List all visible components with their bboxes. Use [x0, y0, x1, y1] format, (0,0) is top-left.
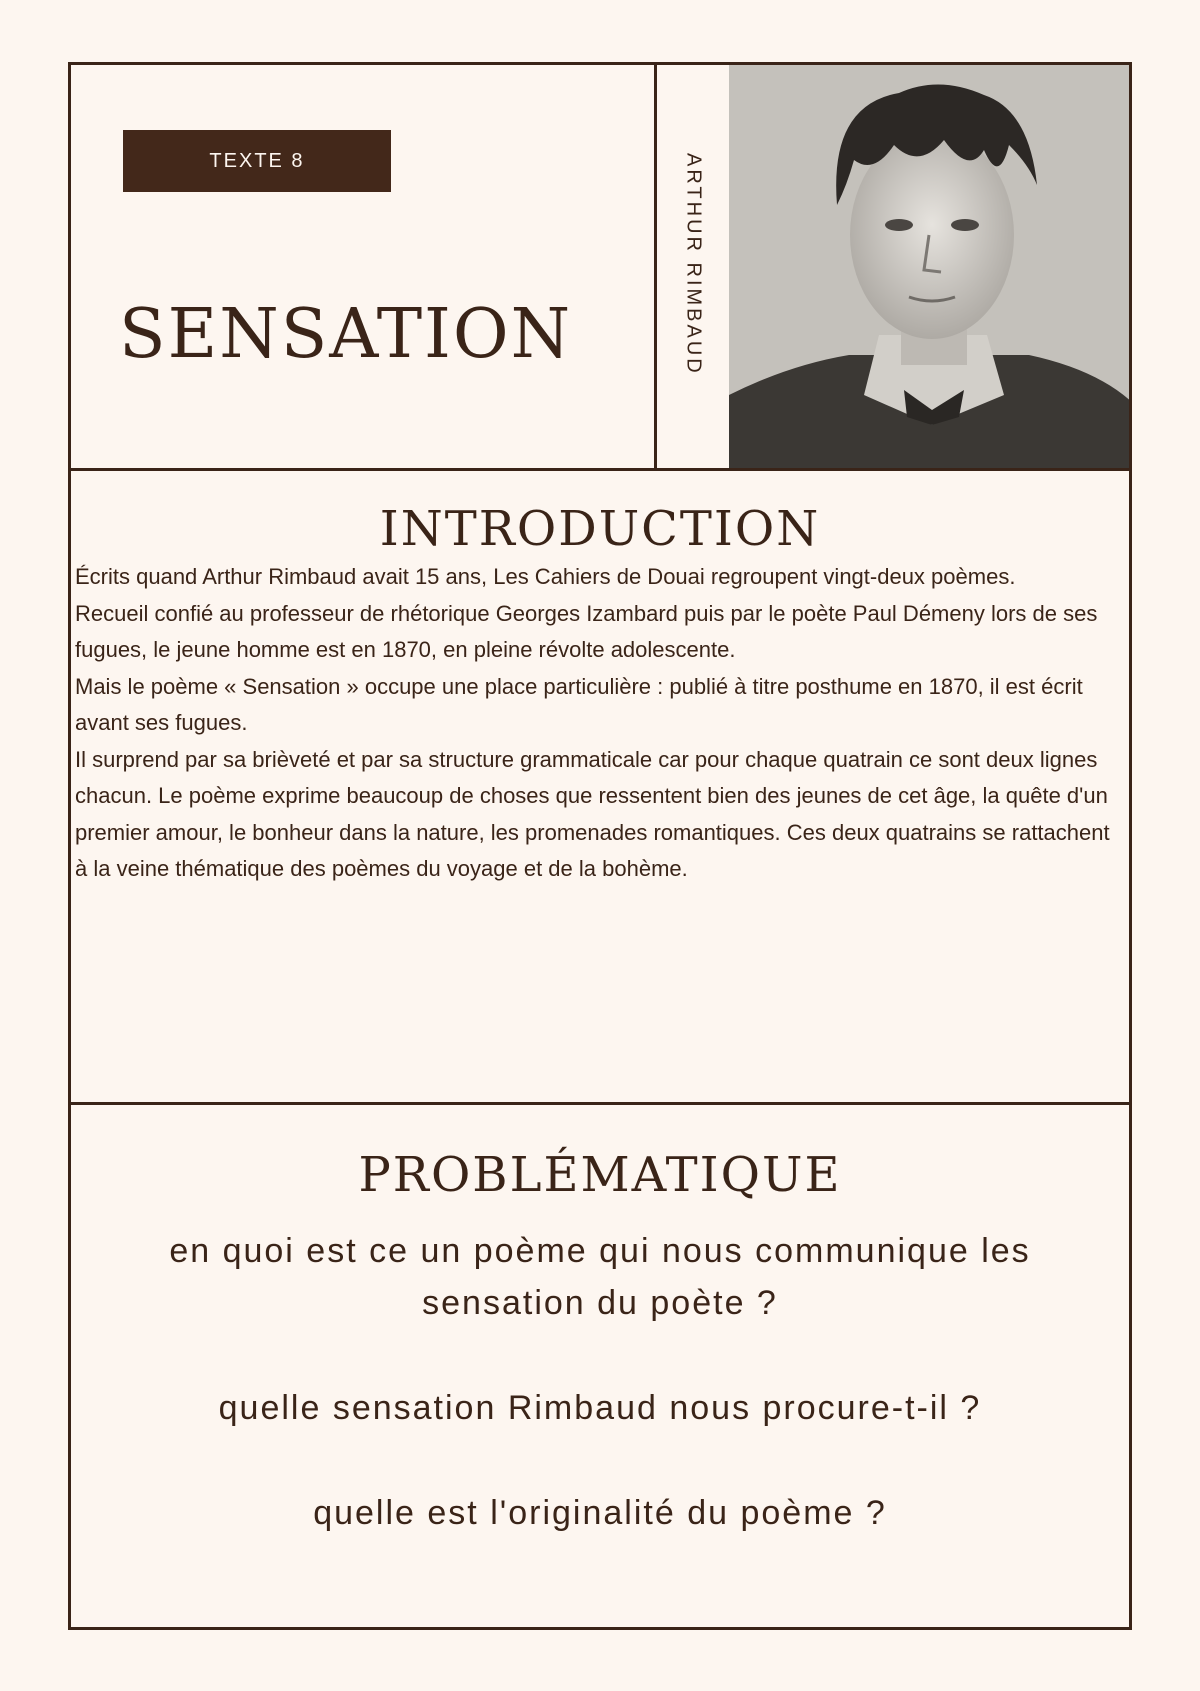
- portrait-photo-icon: [729, 65, 1129, 468]
- question-item: quelle sensation Rimbaud nous procure-t-il ?: [218, 1389, 982, 1427]
- introduction-body: [75, 559, 1129, 888]
- problematique-section: [71, 1105, 1129, 1627]
- page-frame: [68, 62, 1132, 1630]
- intro-paragraph: Écrits quand Arthur Rimbaud avait 15 ans, Les Cahiers de Douai regroupent vingt-deux poèmes.: [75, 564, 1016, 589]
- intro-paragraph: Mais le poème « Sensation » occupe une place particulière : publié à titre posthume en 1870, il est écrit avant ses fugues.: [75, 673, 1083, 735]
- introduction-heading: INTRODUCTION: [379, 501, 821, 557]
- problematique-heading: PROBLÉMATIQUE: [358, 1147, 842, 1203]
- question-item: en quoi est ce un poème qui nous communique les sensation du poète ?: [169, 1232, 1031, 1322]
- intro-paragraph: Il surprend par sa brièveté et par sa structure grammaticale car pour chaque quatrain ce sont deux lignes chacun. Le poème exprime beaucoup de choses que ressentent bien des jeunes de cet âge, la quête d'un premier amour, le bonheur dans la nature, les promenades romantiques. Ces deux quatrains se rattachent à la veine thématique des poèmes du voyage et de la bohème.: [75, 746, 1110, 881]
- introduction-section: [71, 471, 1129, 1105]
- question-item: quelle est l'originalité du poème ?: [313, 1494, 887, 1532]
- text-number-tag: TEXTE 8: [123, 130, 391, 192]
- header-section: [71, 65, 1129, 471]
- portrait-illustration: [729, 65, 1129, 468]
- author-cell: [657, 65, 729, 468]
- title-cell: [71, 65, 657, 468]
- intro-paragraph: Recueil confié au professeur de rhétorique Georges Izambard puis par le poète Paul Démeny lors de ses fugues, le jeune homme est en 1870, en pleine révolte adolescente.: [75, 600, 1098, 662]
- author-name: ARTHUR RIMBAUD: [682, 153, 705, 376]
- question-list: [71, 1225, 1129, 1539]
- page-title: SENSATION: [119, 295, 573, 374]
